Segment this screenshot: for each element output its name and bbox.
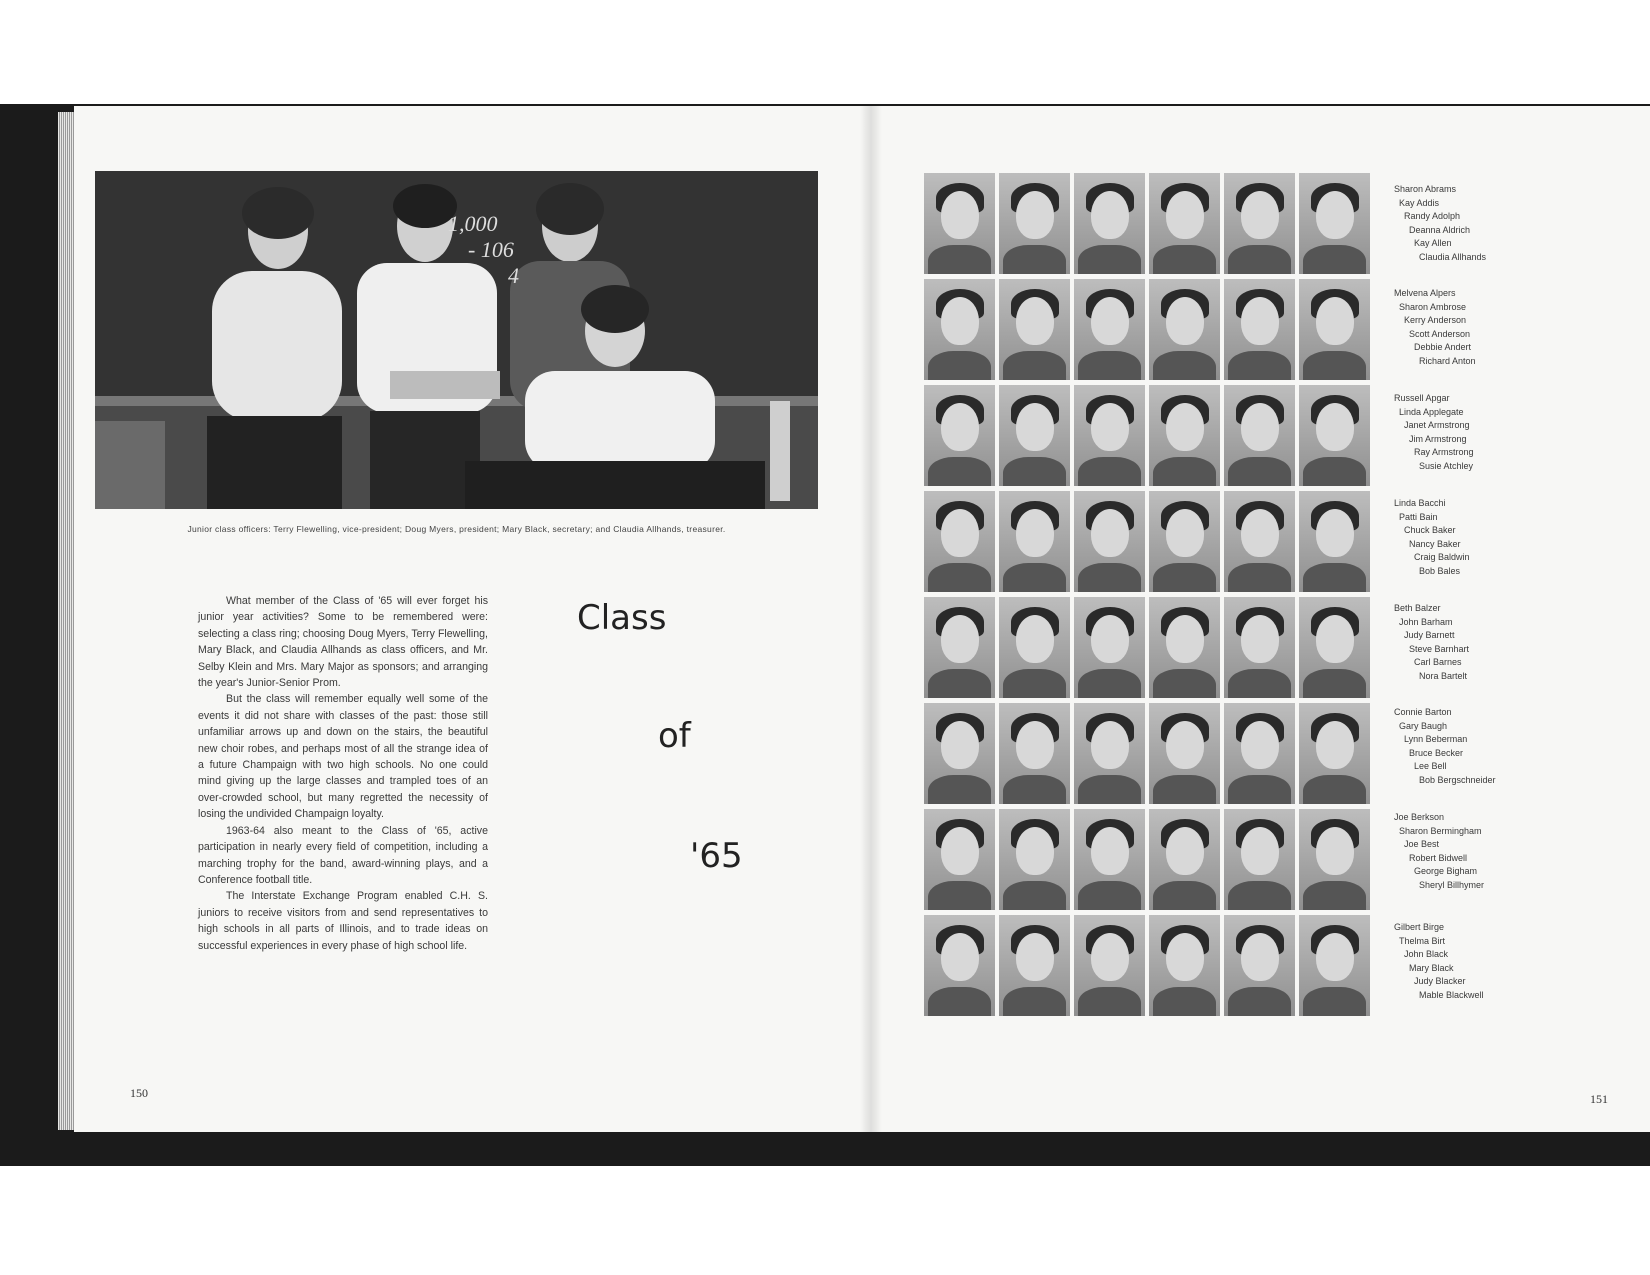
portrait-head [1016, 933, 1054, 981]
name-group [1394, 392, 1474, 473]
portrait-body [1153, 351, 1216, 380]
portrait-row [924, 491, 1374, 592]
portrait-body [1153, 775, 1216, 804]
portrait-body [1003, 563, 1066, 592]
portrait-body [1003, 669, 1066, 698]
student-name: Jim Armstrong [1409, 433, 1467, 444]
chalk-line: 4 [508, 263, 519, 288]
student-name: Deanna Aldrich [1409, 224, 1471, 235]
student-portrait [1299, 279, 1370, 380]
student-portrait [1299, 491, 1370, 592]
title-of: of [658, 716, 691, 756]
portrait-head [1166, 297, 1204, 345]
portrait-head [941, 403, 979, 451]
portrait-body [1228, 563, 1291, 592]
portrait-body [928, 563, 991, 592]
portrait-body [1078, 669, 1141, 698]
student-name: Judy Barnett [1404, 630, 1455, 640]
portrait-head [1316, 403, 1354, 451]
page-number-right: 151 [1590, 1092, 1608, 1106]
student-portrait [999, 809, 1070, 910]
student-name: Randy Adolph [1404, 211, 1461, 221]
portrait-body [1153, 563, 1216, 592]
article-body [198, 593, 488, 954]
student-name: Joe Best [1404, 839, 1440, 849]
portrait-body [1003, 987, 1066, 1016]
portrait-head [1241, 827, 1279, 875]
student-name: Russell Apgar [1394, 393, 1450, 403]
portrait-body [1003, 351, 1066, 380]
student-portrait [1224, 385, 1295, 486]
student-portrait [1299, 703, 1370, 804]
portrait-head [1241, 403, 1279, 451]
student-name: Carl Barnes [1414, 657, 1462, 667]
student-name: Thelma Birt [1399, 935, 1446, 946]
student-portrait [924, 597, 995, 698]
portrait-body [1153, 669, 1216, 698]
name-group [1394, 287, 1476, 368]
student-name: Beth Balzer [1394, 603, 1441, 613]
title-year: '65 [690, 836, 743, 876]
portrait-body [1303, 775, 1366, 804]
paragraph: 1963-64 also meant to the Class of '65, active participation in nearly every field of competition, including a marching trophy for the band, award-winning plays, and a Conference football title. [198, 824, 488, 886]
portrait-head [1016, 297, 1054, 345]
student-name: Janet Armstrong [1404, 420, 1470, 430]
portrait-body [928, 669, 991, 698]
student-portrait [924, 915, 995, 1016]
portrait-head [941, 721, 979, 769]
portrait-head [1166, 615, 1204, 663]
portrait-body [1153, 457, 1216, 486]
portrait-body [1078, 775, 1141, 804]
student-portrait [1149, 703, 1220, 804]
student-portrait [1074, 809, 1145, 910]
portrait-row [924, 703, 1374, 804]
portrait-body [928, 457, 991, 486]
student-portrait [1149, 491, 1220, 592]
portrait-head [1316, 933, 1354, 981]
student-name: Debbie Andert [1414, 342, 1472, 352]
portrait-body [928, 987, 991, 1016]
portrait-body [1228, 775, 1291, 804]
page-number-left: 150 [130, 1086, 148, 1100]
student-name: Steve Barnhart [1409, 643, 1470, 654]
name-group [1394, 183, 1486, 264]
book-gutter [860, 106, 882, 1132]
portrait-row [924, 173, 1374, 274]
student-portrait [999, 915, 1070, 1016]
portrait-body [1153, 881, 1216, 910]
portrait-head [941, 297, 979, 345]
portrait-body [1078, 351, 1141, 380]
portrait-head [1241, 615, 1279, 663]
portrait-head [1166, 933, 1204, 981]
portrait-body [928, 245, 991, 274]
student-portrait [1224, 279, 1295, 380]
student-portrait [1149, 597, 1220, 698]
portrait-body [928, 351, 991, 380]
student-portrait [1149, 279, 1220, 380]
student-portrait [924, 703, 995, 804]
portrait-head [1316, 827, 1354, 875]
student-portrait [999, 597, 1070, 698]
portrait-head [1166, 827, 1204, 875]
portrait-body [1003, 457, 1066, 486]
portrait-head [941, 933, 979, 981]
chalkboard-figures [448, 211, 568, 321]
student-portrait [1299, 385, 1370, 486]
student-name: Chuck Baker [1404, 525, 1456, 535]
portrait-body [1003, 881, 1066, 910]
name-group [1394, 921, 1484, 1002]
student-name: Kay Addis [1399, 197, 1440, 208]
student-portrait [1074, 385, 1145, 486]
portrait-head [1016, 191, 1054, 239]
student-portrait [1074, 597, 1145, 698]
portrait-head [1091, 827, 1129, 875]
student-portrait [1224, 703, 1295, 804]
portrait-row [924, 809, 1374, 910]
portrait-head [1016, 509, 1054, 557]
student-portrait [1149, 173, 1220, 274]
portrait-head [1166, 191, 1204, 239]
portrait-head [1091, 191, 1129, 239]
student-name: Gilbert Birge [1394, 922, 1445, 932]
portrait-head [1316, 297, 1354, 345]
portrait-head [1166, 403, 1204, 451]
student-portrait [1299, 809, 1370, 910]
portrait-body [1228, 457, 1291, 486]
student-portrait [1074, 279, 1145, 380]
portrait-head [1016, 827, 1054, 875]
portrait-head [1091, 721, 1129, 769]
student-name: Scott Anderson [1409, 328, 1471, 339]
portrait-head [1241, 721, 1279, 769]
student-name: Melvena Alpers [1394, 288, 1456, 298]
name-group [1394, 706, 1496, 787]
portrait-head [941, 615, 979, 663]
title-class: Class [577, 598, 667, 638]
portrait-head [1091, 509, 1129, 557]
student-portrait [924, 279, 995, 380]
portrait-head [1166, 721, 1204, 769]
student-name: Claudia Allhands [1419, 251, 1487, 262]
name-group [1394, 497, 1470, 578]
student-portrait [924, 809, 995, 910]
portrait-head [1241, 297, 1279, 345]
portrait-row [924, 385, 1374, 486]
portrait-head [1091, 615, 1129, 663]
student-name: George Bigham [1414, 866, 1478, 876]
student-portrait [924, 173, 995, 274]
portrait-head [1091, 933, 1129, 981]
chalk-line: 1,000 [448, 211, 498, 236]
student-name: Craig Baldwin [1414, 552, 1470, 562]
photo-caption: Junior class officers: Terry Flewelling, vice-president; Doug Myers, president; Mary Black, secretary; and Claudia Allhands, treasurer. [187, 524, 726, 534]
student-name: Richard Anton [1419, 355, 1476, 366]
portrait-head [1241, 191, 1279, 239]
portrait-body [1078, 245, 1141, 274]
portrait-body [1003, 775, 1066, 804]
portrait-head [1016, 721, 1054, 769]
student-name: Sheryl Billhymer [1419, 879, 1485, 890]
paragraph: But the class will remember equally well some of the events it did not share with classes of the past: those still unfamiliar arrows up and down on the stairs, the beautiful new choir robes, and perhaps most of all the strange idea of a future Champaign with two high schools. No one could mind giving up the large classes and trampled toes of an over-crowded school, but many regretted the necessity of losing the undivided Champaign loyalty. [198, 693, 488, 821]
portrait-body [1228, 669, 1291, 698]
student-portrait [1224, 915, 1295, 1016]
student-name: Bob Bales [1419, 565, 1461, 576]
officers-photo [95, 171, 818, 509]
student-name: Lee Bell [1414, 761, 1447, 771]
portrait-body [1078, 881, 1141, 910]
portrait-body [928, 775, 991, 804]
student-name: Linda Applegate [1399, 406, 1464, 417]
portrait-body [1303, 563, 1366, 592]
portrait-row [924, 279, 1374, 380]
portrait-head [941, 827, 979, 875]
portrait-body [1303, 457, 1366, 486]
student-portrait [999, 279, 1070, 380]
student-portrait [999, 173, 1070, 274]
student-portrait [1074, 491, 1145, 592]
student-portrait [1224, 809, 1295, 910]
student-name: Gary Baugh [1399, 720, 1448, 731]
student-portrait [1299, 597, 1370, 698]
portrait-head [1016, 615, 1054, 663]
portrait-head [1241, 509, 1279, 557]
portrait-head [941, 191, 979, 239]
student-name: Judy Blacker [1414, 976, 1466, 986]
student-name: Nora Bartelt [1419, 670, 1468, 681]
portrait-head [1091, 297, 1129, 345]
student-name: Ray Armstrong [1414, 447, 1474, 457]
portrait-body [1228, 881, 1291, 910]
portrait-body [1303, 669, 1366, 698]
student-name: John Barham [1399, 616, 1453, 627]
student-name: Lynn Beberman [1404, 734, 1468, 744]
name-group [1394, 811, 1484, 892]
portrait-head [941, 509, 979, 557]
student-name: Nancy Baker [1409, 538, 1461, 549]
student-portrait [999, 703, 1070, 804]
student-name: Susie Atchley [1419, 460, 1474, 471]
paragraph: What member of the Class of '65 will ever forget his junior year activities? Some to be remembered were: selecting a class ring; choosing Doug Myers, Terry Flewelling, Mary Black, and Claudia Allhands as class officers, and Mr. Selby Klein and Mrs. Mary Major as sponsors; and arranging the year's Junior-Senior Prom. [198, 595, 488, 690]
student-portrait [1074, 915, 1145, 1016]
student-name: Connie Barton [1394, 707, 1452, 717]
student-name: Mary Black [1409, 962, 1454, 973]
portrait-head [1241, 933, 1279, 981]
portrait-row [924, 915, 1374, 1016]
portrait-body [1303, 987, 1366, 1016]
portrait-body [928, 881, 991, 910]
student-portrait [999, 385, 1070, 486]
student-portrait [1149, 809, 1220, 910]
student-name: Bruce Becker [1409, 747, 1464, 758]
chalk-line: - 106 [468, 237, 514, 262]
student-portrait [924, 491, 995, 592]
portrait-body [1153, 245, 1216, 274]
student-name: Sharon Ambrose [1399, 301, 1467, 312]
portrait-head [1016, 403, 1054, 451]
portrait-head [1316, 615, 1354, 663]
portrait-row [924, 597, 1374, 698]
name-group [1394, 602, 1469, 683]
portrait-head [1316, 509, 1354, 557]
student-name: John Black [1404, 949, 1449, 959]
student-name: Sharon Abrams [1394, 184, 1457, 194]
portrait-head [1316, 191, 1354, 239]
student-portrait [1074, 173, 1145, 274]
paragraph: The Interstate Exchange Program enabled C.H. S. juniors to receive visitors from and send representatives to high schools in all parts of Illinois, and to trade ideas on successful experiences in every phase of high school life. [198, 890, 488, 952]
student-name: Linda Bacchi [1394, 498, 1446, 508]
student-name: Kay Allen [1414, 238, 1452, 248]
portrait-head [1166, 509, 1204, 557]
portrait-body [1228, 351, 1291, 380]
student-portrait [924, 385, 995, 486]
student-name: Mable Blackwell [1419, 989, 1484, 1000]
student-portrait [1224, 597, 1295, 698]
student-portrait [1149, 915, 1220, 1016]
student-portrait [1224, 491, 1295, 592]
portrait-body [1078, 987, 1141, 1016]
portrait-body [1228, 987, 1291, 1016]
student-portrait [999, 491, 1070, 592]
student-portrait [1299, 915, 1370, 1016]
portrait-body [1078, 457, 1141, 486]
portrait-head [1316, 721, 1354, 769]
portrait-head [1091, 403, 1129, 451]
portrait-body [1078, 563, 1141, 592]
student-name: Kerry Anderson [1404, 315, 1467, 325]
portrait-body [1303, 351, 1366, 380]
portrait-body [1153, 987, 1216, 1016]
portrait-grid [924, 173, 1374, 1021]
student-portrait [1149, 385, 1220, 486]
student-name: Bob Bergschneider [1419, 774, 1496, 785]
student-name: Joe Berkson [1394, 812, 1445, 822]
student-portrait [1299, 173, 1370, 274]
portrait-body [1003, 245, 1066, 274]
portrait-body [1228, 245, 1291, 274]
student-portrait [1074, 703, 1145, 804]
student-name: Robert Bidwell [1409, 852, 1468, 863]
student-name: Sharon Bermingham [1399, 825, 1482, 836]
portrait-body [1303, 245, 1366, 274]
student-name: Patti Bain [1399, 511, 1438, 522]
portrait-body [1303, 881, 1366, 910]
student-portrait [1224, 173, 1295, 274]
